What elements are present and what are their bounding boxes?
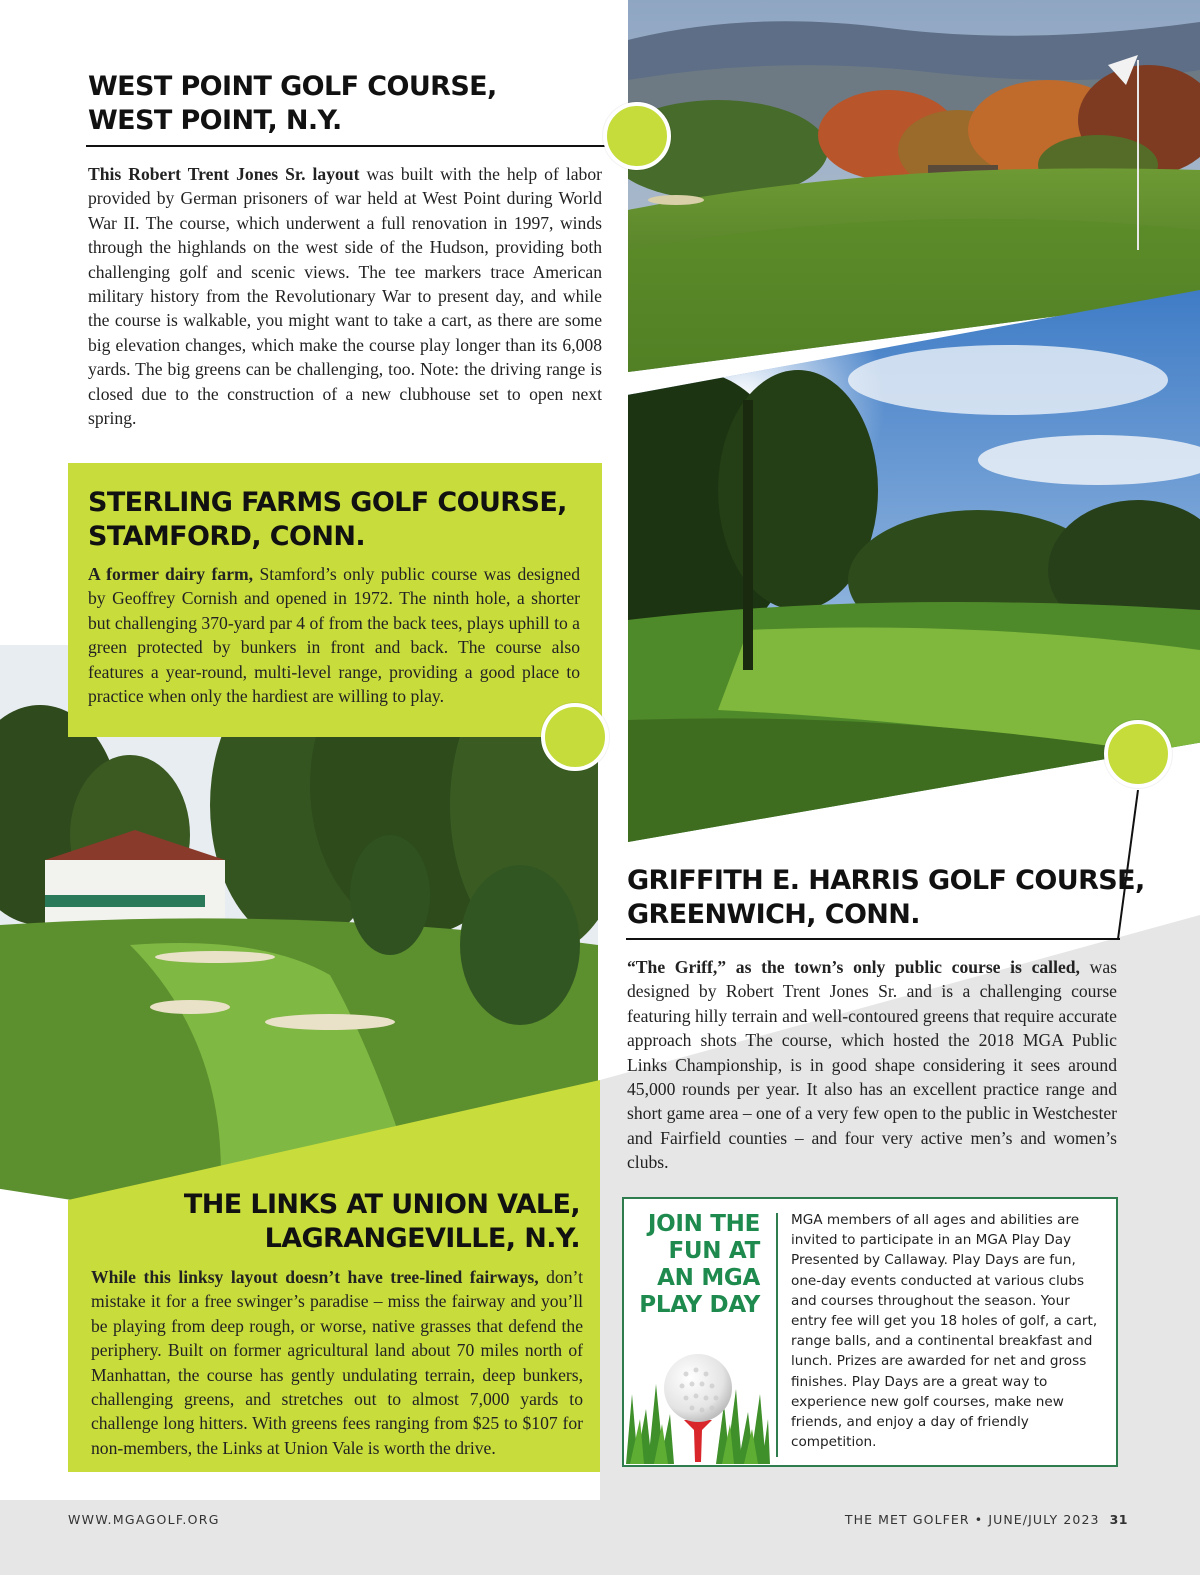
golf-ball-on-tee-icon [626, 1324, 770, 1464]
union-vale-heading [150, 1188, 580, 1256]
paragraph: Stamford’s only public course was designed by Geoffrey Cornish and opened in 1972. The ninth hole, a shorter but challenging 370-yard par 4 of from the back tees, plays uphill to a green protected by bunkers in front and back. The course also features a year-round, multi-level range, providing a good place to practice when only the hardiest are willing to play. [88, 564, 580, 707]
callout-title-line: JOIN THE [647, 1211, 760, 1237]
page-number: 31 [1109, 1512, 1128, 1527]
callout-title-line: FUN AT [668, 1238, 760, 1264]
callout-title-line: PLAY DAY [639, 1292, 760, 1318]
callout-title-line: AN MGA [657, 1265, 760, 1291]
footer-website[interactable]: WWW.MGAGOLF.ORG [68, 1512, 220, 1527]
lime-circle-accent [541, 703, 609, 771]
heading-line: WEST POINT, N.Y. [88, 105, 342, 136]
lime-circle-accent [1104, 720, 1172, 788]
footer-publication [845, 1512, 1128, 1527]
lead-in: While this linksy layout doesn’t have tree-lined fairways, [91, 1267, 539, 1287]
sterling-farms-body [88, 562, 580, 708]
west-point-rule [86, 145, 616, 147]
heading-line: THE LINKS AT UNION VALE, [183, 1189, 580, 1220]
publication-name: THE MET GOLFER • JUNE/JULY 2023 [844, 1512, 1100, 1527]
heading-line: STERLING FARMS GOLF COURSE, [88, 487, 567, 518]
paragraph: was designed by Robert Trent Jones Sr. and is a challenging course featuring hilly terrain and well-contoured greens that require accurate approach shots The course, which hosted the 2018 MGA Public Links Championship, is in good shape considering it sees around 45,000 rounds per year. It also has an excellent practice range and short game area – one of a very few open to the public in Westchester and Fairfield counties – and four very active men’s and women’s clubs. [627, 957, 1117, 1173]
heading-line: STAMFORD, CONN. [88, 521, 366, 552]
heading-line: GRIFFITH E. HARRIS GOLF COURSE, [627, 865, 1145, 896]
griffith-harris-body [627, 955, 1117, 1175]
sterling-farms-heading [88, 486, 567, 554]
paragraph: was built with the help of labor provided by German prisoners of war held at West Point during World War II. The course, which underwent a full renovation in 1997, winds through the highlands on the west side of the Hudson, providing both challenging golf and scenic views. The tee markers trace American military history from the Revolutionary War to present day, and while the course is walkable, you might want to take a cart, as there are some big elevation changes, which make the course play longer than its 6,008 yards. The big greens can be challenging, too. Note: the driving range is closed due to the construction of a new clubhouse set to open next spring. [88, 164, 602, 429]
play-day-callout [622, 1197, 1118, 1467]
west-point-heading [88, 70, 497, 138]
west-point-body [88, 162, 602, 430]
lead-in: This Robert Trent Jones Sr. layout [88, 164, 360, 184]
lime-circle-accent [603, 102, 671, 170]
union-vale-body [91, 1265, 583, 1460]
paragraph: don’t mistake it for a free swinger’s paradise – miss the fairway and you’ll be playing from deep rough, or worse, native grasses that defend the periphery. Built on former agricultural land about 70 miles north of Manhattan, the course has gently undulating terrain, deep bunkers, challenging greens, and stretches out to almost 7,000 yards to challenge long hitters. With greens fees ranging from $25 to $107 for non-members, the Links at Union Vale is worth the drive. [91, 1267, 583, 1458]
heading-line: WEST POINT GOLF COURSE, [88, 71, 497, 102]
heading-line: GREENWICH, CONN. [627, 899, 920, 930]
lead-in: “The Griff,” as the town’s only public course is called, [627, 957, 1080, 977]
lead-in: A former dairy farm, [88, 564, 254, 584]
griffith-harris-rule [626, 938, 1120, 940]
callout-text: MGA members of all ages and abilities are invited to participate in an MGA Play Day Presented by Callaway. Play Days are fun, one-day events conducted at various clubs and courses throughout the season. Your entry fee will get you 18 holes of golf, a cart, range balls, and a continental breakfast and lunch. Prizes are awarded for net and gross finishes. Play Days are a great way to experience new golf courses, make new friends, and enjoy a day of friendly competition. [791, 1212, 1098, 1451]
griffith-harris-heading [627, 864, 1145, 932]
callout-title [632, 1211, 760, 1319]
callout-divider [776, 1213, 778, 1457]
heading-line: LAGRANGEVILLE, N.Y. [264, 1223, 580, 1254]
